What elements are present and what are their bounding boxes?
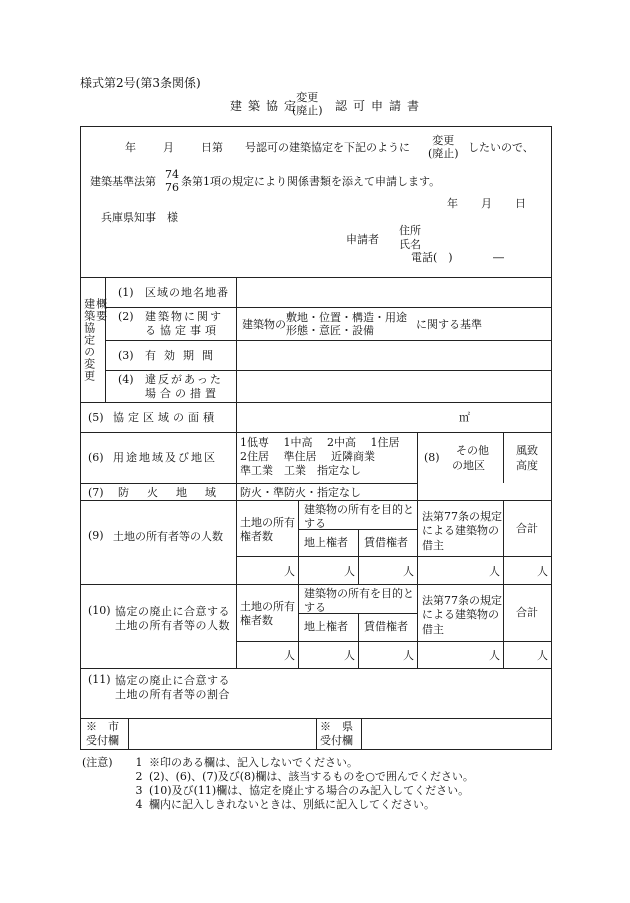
- date-month: 月: [163, 141, 174, 154]
- item10-num: (10): [88, 604, 111, 617]
- item4-label-b: 場合の措置: [145, 387, 220, 400]
- vline: [417, 584, 418, 668]
- note-1: ※印のある欄は、記入しないでください。: [149, 756, 358, 769]
- vline: [298, 584, 299, 668]
- unit-total-10: 人: [537, 649, 548, 662]
- vline: [503, 584, 504, 668]
- law-suffix: 条第1項の規定により関係書類を添えて申請します。: [181, 175, 441, 188]
- side-label-main: 建築協定の変更: [82, 298, 96, 382]
- item7-label: 防火地域: [118, 486, 234, 499]
- title-option: [292, 92, 323, 117]
- lease-right-header-10: 賃借権者: [364, 620, 408, 633]
- apply-month: 月: [481, 197, 492, 210]
- pref-reception-a: ※ 県: [320, 720, 353, 733]
- address-label: 住所: [399, 224, 421, 237]
- note-3: (10)及び(11)欄は、協定を廃止する場合のみ記入してください。: [149, 784, 470, 797]
- unit-art77-10: 人: [489, 649, 500, 662]
- item4-num: (4): [118, 373, 134, 386]
- hline: [80, 402, 552, 403]
- item5-unit: ㎡: [459, 411, 470, 424]
- item6-line2: 2住居 準住居 近隣商業: [240, 450, 375, 463]
- unit-total: 人: [537, 565, 548, 578]
- name-label: 氏名: [399, 238, 421, 251]
- item6-line3: 準工業 工業 指定なし: [240, 464, 361, 477]
- item2-label-a: 建築物に関す: [145, 310, 223, 323]
- item3-num: (3): [118, 349, 134, 362]
- vline: [358, 613, 359, 668]
- city-reception-a: ※ 市: [86, 720, 119, 733]
- note-4: 欄内に記入しきれないときは、別紙に記入してください。: [149, 798, 435, 811]
- date-year: 年: [125, 141, 136, 154]
- unit-lease-10: 人: [403, 649, 414, 662]
- unit-art77: 人: [489, 565, 500, 578]
- total-header-10: 合計: [516, 606, 538, 619]
- vline: [358, 529, 359, 584]
- item2-content-pre: 建築物の: [242, 318, 286, 331]
- hline: [105, 307, 552, 308]
- hline: [80, 500, 552, 501]
- item6-num: (6): [88, 451, 104, 464]
- vline: [236, 277, 237, 668]
- surface-right-header-10: 地上権者: [304, 620, 348, 633]
- phone-label: 電話( ): [411, 251, 453, 264]
- item8-num: (8): [424, 451, 440, 464]
- vline: [503, 432, 504, 483]
- purpose-header: 建築物の所有を目的とする: [304, 503, 414, 531]
- title-part1: 建築協定: [230, 99, 303, 113]
- city-reception-b: 受付欄: [86, 734, 119, 747]
- title-part2: 認可申請書: [335, 99, 426, 113]
- owner-count-header-10: 土地の所有権者数: [240, 600, 295, 628]
- unit-surface-10: 人: [344, 649, 355, 662]
- item10-label: 協定の廃止に合意する土地の所有者等の人数: [115, 605, 230, 633]
- hline: [80, 668, 552, 669]
- item5-num: (5): [88, 411, 104, 424]
- item5-label: 協定区域の面積: [113, 411, 218, 424]
- unit-owner-10: 人: [284, 649, 295, 662]
- art77-header-10: 法第77条の規定による建築物の借主: [422, 594, 502, 636]
- hline: [80, 277, 552, 278]
- item4-label-a: 違反があった: [145, 373, 223, 386]
- vline: [316, 718, 317, 750]
- item1-label: 区域の地名地番: [145, 286, 229, 299]
- item8-fuchi: 風致: [516, 444, 538, 457]
- law-article: 74 76: [165, 168, 179, 194]
- purpose-header-10: 建築物の所有を目的とする: [304, 587, 414, 615]
- item7-content: 防火・準防火・指定なし: [240, 486, 361, 499]
- applicant-label: 申請者: [346, 233, 379, 246]
- item2-options: 敷地・位置・構造・用途 形態・意匠・設備: [286, 311, 407, 338]
- unit-surface: 人: [344, 565, 355, 578]
- item11-label: 協定の廃止に合意する土地の所有者等の割合: [115, 674, 230, 702]
- vline: [298, 500, 299, 584]
- vline: [503, 500, 504, 584]
- hline: [105, 370, 552, 371]
- hline: [236, 641, 552, 642]
- notes-label: (注意): [82, 756, 113, 769]
- apply-year: 年: [447, 197, 458, 210]
- date-day: 日第: [201, 141, 223, 154]
- form-number: 様式第2号(第3条関係): [80, 76, 201, 90]
- note-2: (2)、(6)、(7)及び(8)欄は、該当するものを○で囲んでください。: [149, 770, 474, 783]
- request-tail: したいので、: [468, 141, 534, 154]
- unit-lease: 人: [403, 565, 414, 578]
- hline: [80, 584, 552, 585]
- art77-header: 法第77条の規定による建築物の借主: [422, 510, 502, 552]
- item8-label-a: その他: [456, 444, 489, 457]
- total-header: 合計: [516, 522, 538, 535]
- phone-dash: ―: [493, 251, 504, 264]
- item6-line1: 1低専 1中高 2中高 1住居: [240, 436, 400, 449]
- notes: (注意) 1 ※印のある欄は、記入しないでください。 2 (2)、(6)、(7)及び(8)欄は、該当するものを○で囲んでください。 3 (10)及び(11)欄は、協定を廃止する場合のみ記入してください。 4 欄内に記入しきれないときは、別紙に記入してください。: [82, 756, 474, 811]
- side-label-sub: 概要: [94, 298, 108, 322]
- item6-label: 用途地域及び地区: [113, 451, 217, 464]
- vline: [361, 718, 362, 750]
- apply-day: 日: [515, 197, 526, 210]
- item9-num: (9): [88, 529, 104, 542]
- item2-label-b: る協定事項: [145, 324, 220, 337]
- item11-num: (11): [88, 673, 111, 686]
- vline: [105, 277, 106, 402]
- pref-reception-b: 受付欄: [320, 734, 353, 747]
- item7-num: (7): [88, 486, 104, 499]
- item3-label: 有効期間: [145, 349, 221, 362]
- vline: [417, 432, 418, 500]
- hline: [80, 483, 417, 484]
- request-option: 変更 (廃止): [428, 134, 459, 160]
- hline: [80, 432, 552, 433]
- item1-num: (1): [118, 286, 134, 299]
- request-text: 号認可の建築協定を下記のように: [245, 141, 410, 154]
- item2-num: (2): [118, 310, 134, 323]
- hline: [236, 556, 552, 557]
- surface-right-header: 地上権者: [304, 536, 348, 549]
- vline: [128, 718, 129, 750]
- item9-label: 土地の所有者等の人数: [113, 530, 223, 543]
- title-option-change: 変更: [296, 91, 319, 104]
- addressee: 兵庫県知事 様: [101, 211, 178, 224]
- lease-right-header: 賃借権者: [364, 536, 408, 549]
- item8-kodo: 高度: [516, 459, 538, 472]
- item2-content-post: に関する基準: [416, 318, 482, 331]
- unit-owner: 人: [284, 565, 295, 578]
- item8-label-b: の地区: [452, 459, 485, 472]
- title-option-abolish: (廃止): [292, 103, 323, 117]
- law-prefix: 建築基準法第: [90, 175, 156, 188]
- hline: [105, 340, 552, 341]
- vline: [417, 500, 418, 584]
- owner-count-header: 土地の所有権者数: [240, 516, 295, 544]
